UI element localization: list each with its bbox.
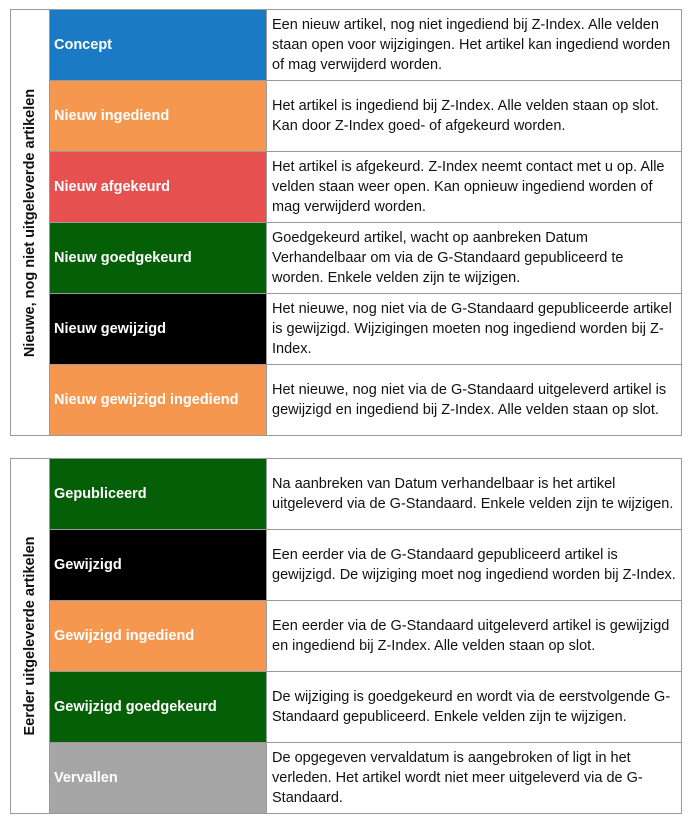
status-row [11, 743, 682, 814]
status-description-cell: Een eerder via de G-Standaard gepubliceerd artikel is gewijzigd. De wijziging moet nog ingediend worden bij Z-Index. [267, 530, 682, 601]
status-name-cell: Gewijzigd goedgekeurd [50, 672, 267, 743]
group-label-released-articles: Eerder uitgeleverde artikelen [22, 536, 38, 736]
status-name-cell: Nieuw ingediend [50, 81, 267, 152]
status-name-cell: Vervallen [50, 743, 267, 814]
status-table-released-articles [10, 458, 682, 814]
status-row [11, 152, 682, 223]
status-name-cell: Nieuw gewijzigd ingediend [50, 365, 267, 436]
status-description-cell: Goedgekeurd artikel, wacht op aanbreken Datum Verhandelbaar om via de G-Standaard gepubliceerd te worden. Enkele velden zijn te wijzigen. [267, 223, 682, 294]
status-name-cell: Nieuw gewijzigd [50, 294, 267, 365]
status-row [11, 81, 682, 152]
status-table-new-articles [10, 9, 682, 436]
status-description-cell: De opgegeven vervaldatum is aangebroken of ligt in het verleden. Het artikel wordt niet meer uitgeleverd via de G-Standaard. [267, 743, 682, 814]
status-description-cell: Het nieuwe, nog niet via de G-Standaard gepubliceerde artikel is gewijzigd. Wijzigingen moeten nog ingediend worden bij Z-Index. [267, 294, 682, 365]
status-row [11, 459, 682, 530]
status-name-cell: Nieuw afgekeurd [50, 152, 267, 223]
status-description-cell: Een nieuw artikel, nog niet ingediend bij Z-Index. Alle velden staan open voor wijzigingen. Het artikel kan ingediend worden of mag verwijderd worden. [267, 10, 682, 81]
group-label-new-articles: Nieuwe, nog niet uitgeleverde artikelen [22, 88, 38, 357]
status-description-cell: Het artikel is afgekeurd. Z-Index neemt contact met u op. Alle velden staan weer open. Kan opnieuw ingediend worden of mag verwijderd worden. [267, 152, 682, 223]
status-name-cell: Gewijzigd ingediend [50, 601, 267, 672]
status-description-cell: De wijziging is goedgekeurd en wordt via de eerstvolgende G-Standaard gepubliceerd. Enkele velden zijn te wijzigen. [267, 672, 682, 743]
status-row [11, 223, 682, 294]
status-name-cell: Nieuw goedgekeurd [50, 223, 267, 294]
status-description-cell: Een eerder via de G-Standaard uitgeleverd artikel is gewijzigd en ingediend bij Z-Index. Alle velden staan op slot. [267, 601, 682, 672]
status-row [11, 530, 682, 601]
status-description-cell: Het artikel is ingediend bij Z-Index. Alle velden staan op slot. Kan door Z-Index goed- of afgekeurd worden. [267, 81, 682, 152]
status-row [11, 672, 682, 743]
status-description-cell: Na aanbreken van Datum verhandelbaar is het artikel uitgeleverd via de G-Standaard. Enkele velden zijn te wijzigen. [267, 459, 682, 530]
status-name-cell: Gewijzigd [50, 530, 267, 601]
group-cell [11, 459, 50, 814]
status-name-cell: Concept [50, 10, 267, 81]
group-cell [11, 10, 50, 436]
status-row [11, 365, 682, 436]
status-description-cell: Het nieuwe, nog niet via de G-Standaard uitgeleverd artikel is gewijzigd en ingediend bij Z-Index. Alle velden staan op slot. [267, 365, 682, 436]
status-row [11, 294, 682, 365]
status-row [11, 10, 682, 81]
status-row [11, 601, 682, 672]
status-name-cell: Gepubliceerd [50, 459, 267, 530]
